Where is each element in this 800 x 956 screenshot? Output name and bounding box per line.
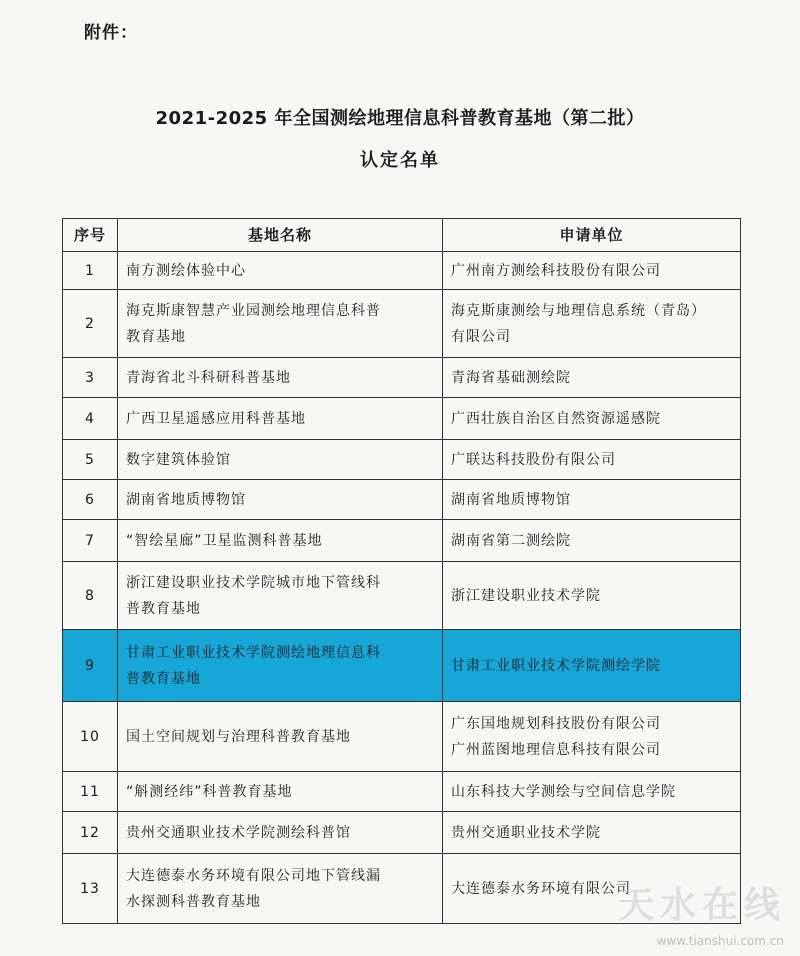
row-index: 12 bbox=[63, 812, 118, 854]
base-name-line: 海克斯康智慧产业园测绘地理信息科普 bbox=[126, 302, 381, 319]
row-base-name bbox=[118, 440, 443, 480]
header-applicant: 申请单位 bbox=[443, 219, 741, 252]
base-name-line: 普教育基地 bbox=[126, 600, 201, 617]
row-applicant bbox=[443, 252, 741, 290]
row-applicant bbox=[443, 440, 741, 480]
base-name-line: 甘肃工业职业技术学院测绘地理信息科 bbox=[126, 644, 381, 661]
row-base-name bbox=[118, 290, 443, 358]
document-subtitle: 认定名单 bbox=[360, 150, 440, 171]
base-list-table bbox=[62, 218, 741, 924]
row-applicant bbox=[443, 520, 741, 562]
row-index: 5 bbox=[63, 440, 118, 480]
row-base-name bbox=[118, 854, 443, 924]
row-index: 3 bbox=[63, 358, 118, 398]
applicant-line: 广东国地规划科技股份有限公司 bbox=[451, 715, 661, 732]
table-body bbox=[63, 252, 741, 924]
row-applicant bbox=[443, 398, 741, 440]
row-applicant bbox=[443, 480, 741, 520]
table-row bbox=[63, 772, 741, 812]
row-index: 13 bbox=[63, 854, 118, 924]
base-name-line: 水探测科普教育基地 bbox=[126, 893, 261, 910]
table-row bbox=[63, 290, 741, 358]
table-row bbox=[63, 520, 741, 562]
base-name-line: 南方测绘体验中心 bbox=[126, 262, 246, 279]
applicant-line: 广西壮族自治区自然资源遥感院 bbox=[451, 410, 661, 427]
header-base-name: 基地名称 bbox=[118, 219, 443, 252]
table-row bbox=[63, 480, 741, 520]
applicant-line: 海克斯康测绘与地理信息系统（青岛） bbox=[451, 302, 706, 319]
table-row bbox=[63, 702, 741, 772]
row-base-name bbox=[118, 772, 443, 812]
row-applicant bbox=[443, 562, 741, 630]
applicant-line: 山东科技大学测绘与空间信息学院 bbox=[451, 783, 676, 800]
row-applicant bbox=[443, 812, 741, 854]
row-applicant bbox=[443, 290, 741, 358]
row-index: 8 bbox=[63, 562, 118, 630]
table-row bbox=[63, 440, 741, 480]
header-index: 序号 bbox=[63, 219, 118, 252]
row-index: 11 bbox=[63, 772, 118, 812]
row-applicant bbox=[443, 772, 741, 812]
row-base-name bbox=[118, 702, 443, 772]
applicant-line: 广州南方测绘科技股份有限公司 bbox=[451, 262, 661, 279]
row-base-name bbox=[118, 630, 443, 702]
base-name-line: 数字建筑体验馆 bbox=[126, 451, 231, 468]
applicant-line: 贵州交通职业技术学院 bbox=[451, 824, 601, 841]
base-name-line: 广西卫星遥感应用科普基地 bbox=[126, 410, 306, 427]
row-index: 6 bbox=[63, 480, 118, 520]
row-base-name bbox=[118, 252, 443, 290]
row-applicant bbox=[443, 630, 741, 702]
row-index: 7 bbox=[63, 520, 118, 562]
row-applicant bbox=[443, 702, 741, 772]
table-row bbox=[63, 252, 741, 290]
table-header-row bbox=[63, 219, 741, 252]
row-base-name bbox=[118, 480, 443, 520]
applicant-line: 广联达科技股份有限公司 bbox=[451, 451, 616, 468]
applicant-line: 湖南省第二测绘院 bbox=[451, 532, 571, 549]
applicant-line: 湖南省地质博物馆 bbox=[451, 491, 571, 508]
row-applicant bbox=[443, 358, 741, 398]
base-name-line: 浙江建设职业技术学院城市地下管线科 bbox=[126, 574, 381, 591]
watermark-logo: 天水在线 bbox=[617, 884, 786, 926]
base-name-line: 国土空间规划与治理科普教育基地 bbox=[126, 728, 351, 745]
base-name-line: 大连德泰水务环境有限公司地下管线漏 bbox=[126, 867, 381, 884]
base-name-line: 湖南省地质博物馆 bbox=[126, 491, 246, 508]
row-index: 9 bbox=[63, 630, 118, 702]
row-index: 1 bbox=[63, 252, 118, 290]
row-base-name bbox=[118, 812, 443, 854]
base-name-line: “智绘星廊”卫星监测科普基地 bbox=[126, 532, 323, 549]
row-index: 10 bbox=[63, 702, 118, 772]
table-row bbox=[63, 630, 741, 702]
row-index: 4 bbox=[63, 398, 118, 440]
row-index: 2 bbox=[63, 290, 118, 358]
base-name-line: 普教育基地 bbox=[126, 670, 201, 687]
document-title: 2021-2025 年全国测绘地理信息科普教育基地（第二批） bbox=[155, 108, 645, 129]
watermark-url: www.tianshui.com.cn bbox=[656, 934, 784, 948]
base-name-line: 贵州交通职业技术学院测绘科普馆 bbox=[126, 824, 351, 841]
base-name-line: “斛测经纬”科普教育基地 bbox=[126, 783, 293, 800]
applicant-line: 青海省基础测绘院 bbox=[451, 369, 571, 386]
base-name-line: 青海省北斗科研科普基地 bbox=[126, 369, 291, 386]
table-row bbox=[63, 812, 741, 854]
row-base-name bbox=[118, 398, 443, 440]
base-name-line: 教育基地 bbox=[126, 328, 186, 345]
row-base-name bbox=[118, 358, 443, 398]
table-row bbox=[63, 562, 741, 630]
applicant-line: 广州蓝图地理信息科技有限公司 bbox=[451, 741, 661, 758]
applicant-line: 浙江建设职业技术学院 bbox=[451, 587, 601, 604]
row-base-name bbox=[118, 520, 443, 562]
table-row bbox=[63, 358, 741, 398]
attachment-label: 附件： bbox=[84, 23, 138, 43]
row-base-name bbox=[118, 562, 443, 630]
table-row bbox=[63, 398, 741, 440]
applicant-line: 大连德泰水务环境有限公司 bbox=[451, 880, 631, 897]
applicant-line: 甘肃工业职业技术学院测绘学院 bbox=[451, 657, 661, 674]
applicant-line: 有限公司 bbox=[451, 328, 511, 345]
